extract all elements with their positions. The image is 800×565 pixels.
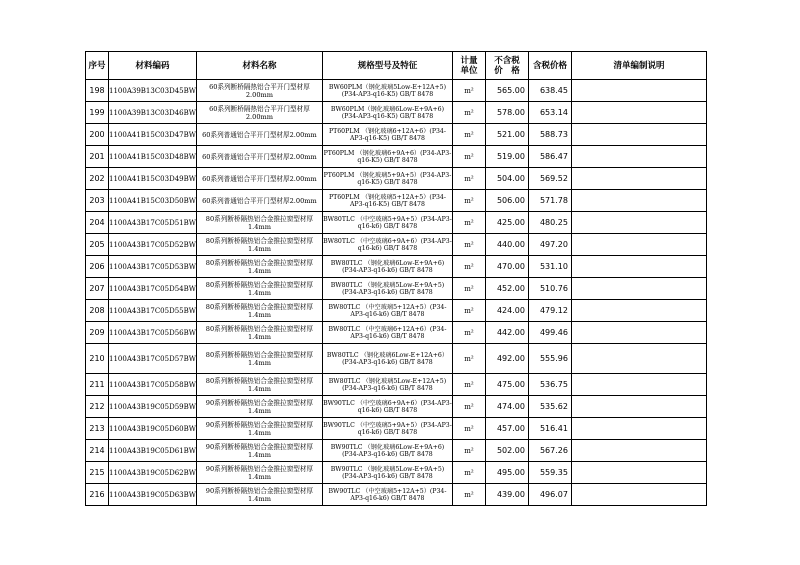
cell-price-inc-tax: 516.41	[528, 418, 571, 440]
cell-code: 1100A39B13C03D45BW	[109, 80, 197, 102]
cell-note	[571, 418, 706, 440]
cell-price-ex-tax: 492.00	[485, 344, 528, 374]
cell-note	[571, 212, 706, 234]
cell-unit: m²	[452, 484, 485, 506]
cell-spec: BW80TLC （钢化玻璃6Low-E+12A+6） (P34-AP3-q16-k6) GB/T 8478	[322, 344, 452, 374]
table-row	[86, 344, 707, 374]
cell-seq: 216	[86, 484, 109, 506]
cell-spec: BW80TLC （钢化玻璃6Low-E+9A+6)(P34-AP3-q16-k6) GB/T 8478	[322, 256, 452, 278]
cell-unit: m²	[452, 374, 485, 396]
cell-unit: m²	[452, 278, 485, 300]
table-row	[86, 300, 707, 322]
cell-price-inc-tax: 536.75	[528, 374, 571, 396]
cell-note	[571, 300, 706, 322]
cell-spec: BW90TLC （中空玻璃5+9A+5）(P34-AP3-q16-k6) GB/T 8478	[322, 418, 452, 440]
cell-seq: 215	[86, 462, 109, 484]
cell-seq: 209	[86, 322, 109, 344]
header-spec: 规格型号及特征	[322, 52, 452, 80]
cell-price-inc-tax: 638.45	[528, 80, 571, 102]
cell-price-ex-tax: 470.00	[485, 256, 528, 278]
table-body	[86, 80, 707, 506]
table-row	[86, 190, 707, 212]
cell-name: 90系列断桥隔热铝合金推拉窗型材厚1.4mm	[196, 440, 322, 462]
cell-seq: 204	[86, 212, 109, 234]
cell-code: 1100A43B17C05D58BW	[109, 374, 197, 396]
header-price-inc-tax: 含税价格	[528, 52, 571, 80]
cell-code: 1100A41B15C03D49BW	[109, 168, 197, 190]
cell-code: 1100A43B19C05D60BW	[109, 418, 197, 440]
cell-note	[571, 484, 706, 506]
cell-unit: m²	[452, 146, 485, 168]
cell-code: 1100A43B19C05D62BW	[109, 462, 197, 484]
cell-name: 80系列断桥隔热铝合金推拉窗型材厚1.4mm	[196, 278, 322, 300]
cell-price-inc-tax: 497.20	[528, 234, 571, 256]
cell-spec: BW90TLC （钢化玻璃5Low-E+9A+5)(P34-AP3-q16-k6) GB/T 8478	[322, 462, 452, 484]
cell-unit: m²	[452, 102, 485, 124]
table-row	[86, 278, 707, 300]
cell-price-inc-tax: 499.46	[528, 322, 571, 344]
cell-price-inc-tax: 531.10	[528, 256, 571, 278]
cell-note	[571, 124, 706, 146]
table-row	[86, 146, 707, 168]
cell-seq: 212	[86, 396, 109, 418]
cell-price-inc-tax: 496.07	[528, 484, 571, 506]
cell-name: 90系列断桥隔热铝合金推拉窗型材厚1.4mm	[196, 484, 322, 506]
cell-price-inc-tax: 535.62	[528, 396, 571, 418]
cell-code: 1100A43B17C05D53BW	[109, 256, 197, 278]
cell-seq: 205	[86, 234, 109, 256]
cell-spec: BW60PLM（钢化玻璃6Low-E+9A+6)(P34-AP3-q16-K5) GB/T 8478	[322, 102, 452, 124]
cell-spec: PT60PLM （钢化玻璃5+12A+5）(P34-AP3-q16-K5) GB/T 8478	[322, 190, 452, 212]
cell-seq: 199	[86, 102, 109, 124]
cell-spec: BW80TLC （钢化玻璃5Low-E+9A+5)(P34-AP3-q16-k6) GB/T 8478	[322, 278, 452, 300]
table-row	[86, 484, 707, 506]
table-row	[86, 396, 707, 418]
cell-seq: 206	[86, 256, 109, 278]
cell-name: 90系列断桥隔热铝合金推拉窗型材厚1.4mm	[196, 396, 322, 418]
cell-note	[571, 322, 706, 344]
cell-price-inc-tax: 510.76	[528, 278, 571, 300]
cell-price-ex-tax: 565.00	[485, 80, 528, 102]
cell-note	[571, 190, 706, 212]
table-row	[86, 418, 707, 440]
cell-seq: 213	[86, 418, 109, 440]
table-row	[86, 212, 707, 234]
cell-name: 90系列断桥隔热铝合金推拉窗型材厚1.4mm	[196, 462, 322, 484]
cell-code: 1100A43B17C05D52BW	[109, 234, 197, 256]
cell-spec: BW80TLC （中空玻璃6+9A+6）(P34-AP3-q16-k6) GB/T 8478	[322, 234, 452, 256]
cell-note	[571, 278, 706, 300]
cell-code: 1100A43B17C05D54BW	[109, 278, 197, 300]
cell-note	[571, 462, 706, 484]
table-row	[86, 374, 707, 396]
table-row	[86, 80, 707, 102]
cell-name: 60系列断桥隔热铝合平开门型材厚2.00mm	[196, 80, 322, 102]
cell-note	[571, 344, 706, 374]
cell-seq: 203	[86, 190, 109, 212]
cell-unit: m²	[452, 80, 485, 102]
cell-price-ex-tax: 506.00	[485, 190, 528, 212]
cell-price-ex-tax: 519.00	[485, 146, 528, 168]
cell-note	[571, 234, 706, 256]
cell-price-ex-tax: 457.00	[485, 418, 528, 440]
cell-name: 60系列普通铝合平开门型材厚2.00mm	[196, 168, 322, 190]
material-price-table	[85, 51, 707, 506]
cell-note	[571, 102, 706, 124]
cell-code: 1100A41B15C03D50BW	[109, 190, 197, 212]
cell-code: 1100A43B17C05D51BW	[109, 212, 197, 234]
cell-spec: BW80TLC （中空玻璃6+12A+6）(P34-AP3-q16-k6) GB/T 8478	[322, 322, 452, 344]
cell-seq: 210	[86, 344, 109, 374]
cell-price-ex-tax: 578.00	[485, 102, 528, 124]
cell-price-inc-tax: 571.78	[528, 190, 571, 212]
cell-name: 60系列普通铝合平开门型材厚2.00mm	[196, 146, 322, 168]
header-price-ex-tax: 不含税 价 格	[485, 52, 528, 80]
cell-price-ex-tax: 475.00	[485, 374, 528, 396]
cell-unit: m²	[452, 322, 485, 344]
header-code: 材料编码	[109, 52, 197, 80]
cell-seq: 202	[86, 168, 109, 190]
cell-spec: PT60PLM （钢化玻璃6+9A+6）(P34-AP3-q16-K5) GB/T 8478	[322, 146, 452, 168]
cell-code: 1100A43B19C05D63BW	[109, 484, 197, 506]
header-name: 材料名称	[196, 52, 322, 80]
cell-seq: 207	[86, 278, 109, 300]
cell-name: 60系列普通铝合平开门型材厚2.00mm	[196, 124, 322, 146]
header-row	[86, 52, 707, 80]
cell-seq: 214	[86, 440, 109, 462]
cell-price-ex-tax: 439.00	[485, 484, 528, 506]
cell-note	[571, 80, 706, 102]
cell-seq: 198	[86, 80, 109, 102]
cell-spec: BW80TLC （中空玻璃5+12A+5）(P34-AP3-q16-k6) GB/T 8478	[322, 300, 452, 322]
header-seq: 序号	[86, 52, 109, 80]
cell-price-inc-tax: 480.25	[528, 212, 571, 234]
header-unit: 计量 单位	[452, 52, 485, 80]
cell-price-inc-tax: 586.47	[528, 146, 571, 168]
cell-unit: m²	[452, 190, 485, 212]
cell-unit: m²	[452, 234, 485, 256]
table-row	[86, 124, 707, 146]
cell-price-ex-tax: 424.00	[485, 300, 528, 322]
cell-name: 80系列断桥隔热铝合金推拉窗型材厚1.4mm	[196, 212, 322, 234]
cell-spec: PT60PLM （钢化玻璃6+12A+6）(P34-AP3-q16-K5) GB/T 8478	[322, 124, 452, 146]
cell-unit: m²	[452, 462, 485, 484]
cell-code: 1100A43B19C05D61BW	[109, 440, 197, 462]
cell-price-inc-tax: 569.52	[528, 168, 571, 190]
cell-price-inc-tax: 567.26	[528, 440, 571, 462]
cell-name: 80系列断桥隔热铝合金推拉窗型材厚1.4mm	[196, 344, 322, 374]
cell-price-ex-tax: 521.00	[485, 124, 528, 146]
cell-spec: BW60PLM（钢化玻璃5Low-E+12A+5)(P34-AP3-q16-K5) GB/T 8478	[322, 80, 452, 102]
cell-name: 80系列断桥隔热铝合金推拉窗型材厚1.4mm	[196, 300, 322, 322]
cell-code: 1100A43B17C05D56BW	[109, 322, 197, 344]
table-row	[86, 322, 707, 344]
cell-unit: m²	[452, 418, 485, 440]
cell-spec: BW90TLC （中空玻璃5+12A+5）(P34-AP3-q16-k6) GB/T 8478	[322, 484, 452, 506]
cell-note	[571, 374, 706, 396]
cell-name: 80系列断桥隔热铝合金推拉窗型材厚1.4mm	[196, 256, 322, 278]
cell-price-ex-tax: 425.00	[485, 212, 528, 234]
cell-note	[571, 168, 706, 190]
table-row	[86, 462, 707, 484]
cell-code: 1100A41B15C03D47BW	[109, 124, 197, 146]
cell-name: 60系列普通铝合平开门型材厚2.00mm	[196, 190, 322, 212]
cell-name: 80系列断桥隔热铝合金推拉窗型材厚1.4mm	[196, 374, 322, 396]
cell-note	[571, 440, 706, 462]
header-note: 清单编制说明	[571, 52, 706, 80]
table-row	[86, 234, 707, 256]
cell-price-ex-tax: 504.00	[485, 168, 528, 190]
cell-seq: 200	[86, 124, 109, 146]
table-row	[86, 256, 707, 278]
cell-unit: m²	[452, 344, 485, 374]
table-row	[86, 168, 707, 190]
cell-spec: BW80TLC （中空玻璃5+9A+5）(P34-AP3-q16-k6) GB/T 8478	[322, 212, 452, 234]
cell-note	[571, 256, 706, 278]
cell-code: 1100A41B15C03D48BW	[109, 146, 197, 168]
cell-seq: 201	[86, 146, 109, 168]
cell-unit: m²	[452, 124, 485, 146]
cell-seq: 211	[86, 374, 109, 396]
cell-spec: BW90TLC （钢化玻璃6Low-E+9A+6)(P34-AP3-q16-k6) GB/T 8478	[322, 440, 452, 462]
table-row	[86, 102, 707, 124]
cell-seq: 208	[86, 300, 109, 322]
cell-note	[571, 146, 706, 168]
cell-code: 1100A43B17C05D55BW	[109, 300, 197, 322]
cell-name: 60系列断桥隔热铝合平开门型材厚2.00mm	[196, 102, 322, 124]
cell-name: 80系列断桥隔热铝合金推拉窗型材厚1.4mm	[196, 234, 322, 256]
cell-unit: m²	[452, 396, 485, 418]
cell-name: 80系列断桥隔热铝合金推拉窗型材厚1.4mm	[196, 322, 322, 344]
cell-price-ex-tax: 440.00	[485, 234, 528, 256]
cell-code: 1100A39B13C03D46BW	[109, 102, 197, 124]
cell-unit: m²	[452, 212, 485, 234]
cell-price-inc-tax: 479.12	[528, 300, 571, 322]
cell-code: 1100A43B19C05D59BW	[109, 396, 197, 418]
cell-unit: m²	[452, 256, 485, 278]
cell-spec: BW90TLC （中空玻璃6+9A+6）(P34-AP3-q16-k6) GB/T 8478	[322, 396, 452, 418]
cell-spec: PT60PLM （钢化玻璃5+9A+5）(P34-AP3-q16-K5) GB/T 8478	[322, 168, 452, 190]
cell-code: 1100A43B17C05D57BW	[109, 344, 197, 374]
cell-spec: BW80TLC （钢化玻璃5Low-E+12A+5)(P34-AP3-q16-k6) GB/T 8478	[322, 374, 452, 396]
cell-price-inc-tax: 588.73	[528, 124, 571, 146]
cell-price-ex-tax: 442.00	[485, 322, 528, 344]
cell-price-inc-tax: 555.96	[528, 344, 571, 374]
cell-note	[571, 396, 706, 418]
cell-price-ex-tax: 474.00	[485, 396, 528, 418]
price-list-sheet	[85, 51, 707, 506]
table-row	[86, 440, 707, 462]
cell-price-inc-tax: 559.35	[528, 462, 571, 484]
cell-unit: m²	[452, 168, 485, 190]
cell-unit: m²	[452, 300, 485, 322]
cell-unit: m²	[452, 440, 485, 462]
cell-name: 90系列断桥隔热铝合金推拉窗型材厚1.4mm	[196, 418, 322, 440]
cell-price-ex-tax: 495.00	[485, 462, 528, 484]
cell-price-ex-tax: 452.00	[485, 278, 528, 300]
cell-price-ex-tax: 502.00	[485, 440, 528, 462]
cell-price-inc-tax: 653.14	[528, 102, 571, 124]
